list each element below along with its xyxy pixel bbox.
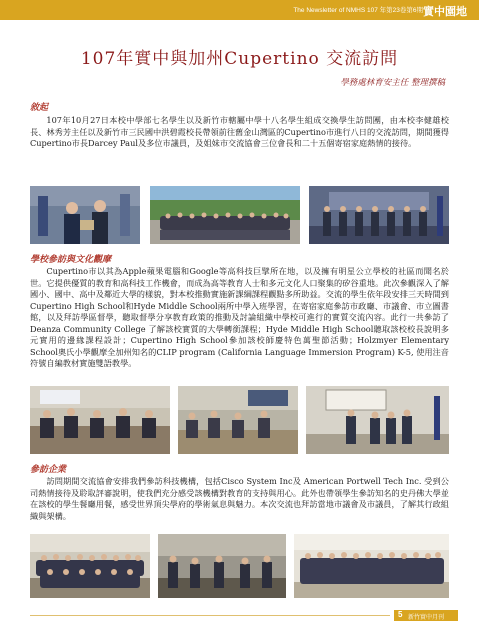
footer-label: 新竹實中月刊 xyxy=(408,615,445,621)
section-heading-intro: 敘起 xyxy=(30,103,49,113)
section-text-school-visit: Cupertino市以其為Apple蘋果電腦和Google等高科技巨擘所在地，以及擁有明星公立學校的社區而聞名於世。它提供優質的教育和高科技工作機會，而成為高等教育人士和多元文化人口聚集的矽谷重地。此次參觀深入了解國小、國中、高中及鄰近大學的樣貌，對本校推動實施新課綱課程觀點多所助益。交流的學生依年段安排三天時間到Cupertino High School和Hyde Middle School兩所中學入班學習，在寄宿家庭參訪市政廳、市議會、市立圖書館，以及拜訪學區督學，聽取督學分享教育政策的推動及討論組織中學校可進行的實質交流內容。此行一共參訪了Deanza Community College 了解該校實質的大學轉銜課程；Hyde Middle High School聽取該校校長說明多元實用的邊緣課程設計；Cupertino High School參加該校師慶特色萬聖節活動；Holzmyer Elementary School奧氏小學觀摩全加州知名的CLIP program (California Language Immersion Program) K-5, 使用注音符號自編教材實施雙語教學。 xyxy=(30,266,449,368)
photo-city-hall xyxy=(309,186,449,244)
footer-page-box xyxy=(394,610,458,621)
article-title: 107年實中與加州Cupertino 交流訪問 xyxy=(80,49,399,69)
header-bar xyxy=(0,0,479,20)
photo-group-outdoor xyxy=(150,186,300,244)
photo-meeting-mayor xyxy=(30,186,140,244)
photo-students-desks xyxy=(178,386,298,454)
section-heading-company-visit: 參訪企業 xyxy=(30,465,67,475)
section-text-intro: 107年10月27日本校中學部七名學生以及新竹市轄屬中學十八名學生組成交換學生訪問團，由本校李健雄校長、林秀芳主任以及新竹市三民國中洪碧霞校長帶領前往舊金山灣區的Cupertino市進行八日的交流訪問，期間獲得Cupertino市長Darcey Paul及多位市議員，及姐妹市交流協會三位會長和二十五個寄宿家庭熱情的接待。 xyxy=(30,115,449,148)
photo-tech-tour xyxy=(158,534,286,598)
photo-classroom xyxy=(30,386,170,454)
page-number: 5 xyxy=(398,610,403,619)
photo-company-group xyxy=(30,534,150,598)
footer-divider xyxy=(30,615,390,616)
newsletter-name: The Newsletter of NMHS 107 年第23卷第6期 xyxy=(293,7,423,14)
section-name: 實中園地 xyxy=(423,5,467,18)
photo-presentation xyxy=(306,386,449,454)
section-heading-school-visit: 學校參訪與文化觀摩 xyxy=(30,255,112,265)
article-byline: 學務處林育安主任 整理撰稿 xyxy=(340,78,445,88)
section-text-company-visit: 訪問期間交流協會安排我們參訪科技機構，包括Cisco System Inc及 American Portwell Tech Inc. 受到公司熱情接待及聆取評審說明，使我們充分感受該機構對教育的支持與用心。此外也帶領學生參訪知名的史丹佛大學並在該校的學生餐廳用餐，感受世界頂尖學府的學術氣息與魅力。本次交流也拜訪當地市議會及市議員，了解其行政組織與架構。 xyxy=(30,476,449,521)
photo-council-group xyxy=(294,534,449,598)
